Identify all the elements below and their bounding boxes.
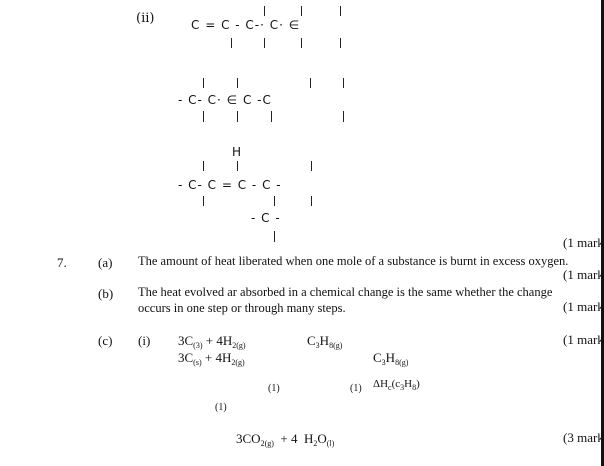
- bond: [203, 111, 204, 122]
- bond: [203, 196, 204, 206]
- mark-4: (1 mark: [563, 332, 604, 347]
- bond: [343, 78, 344, 88]
- hydrogen-atom: H: [232, 145, 243, 159]
- bond: [237, 161, 238, 171]
- bond: [237, 78, 238, 88]
- structure-3-branch: - C -: [251, 211, 281, 225]
- bond: [203, 161, 204, 171]
- bond: [274, 196, 275, 206]
- bond: [340, 38, 341, 48]
- bond: [264, 38, 265, 48]
- mark-1: (1 mark: [563, 235, 604, 250]
- mark-6: (3 mark: [563, 430, 604, 445]
- step-mark-2: (1): [350, 383, 362, 394]
- equation-2-reactants: $3C_{(s)} + 4H_{2(g)}$: [178, 350, 245, 367]
- bond: [301, 6, 302, 16]
- enthalpy-combustion: $\Delta H_c(c_3H_8)$: [373, 378, 420, 392]
- step-mark-1: (1): [268, 383, 280, 394]
- step-mark-3: (1): [215, 402, 227, 413]
- equation-2-product: $C_3H_{8(g)}$: [373, 350, 409, 367]
- structure-3-chain: - C- C = C - C -: [178, 178, 282, 192]
- mark-2: (1 mark: [563, 267, 604, 282]
- bond: [231, 38, 232, 48]
- bond: [340, 6, 341, 16]
- part-c-i-label: (i): [138, 333, 151, 348]
- bond: [203, 78, 204, 88]
- part-b-label: (b): [98, 286, 114, 301]
- bond: [264, 6, 265, 16]
- part-c-label: (c): [98, 333, 113, 348]
- combustion-products: $3CO_{2(g)} + 4$ $H_2O_{(l)}$: [236, 431, 335, 448]
- part-a-label: (a): [98, 255, 113, 270]
- part-b-answer-line-2: occurs in one step or through many steps.: [138, 301, 346, 315]
- bond: [274, 231, 275, 242]
- bond: [310, 78, 311, 88]
- structure-2-chain: - C- C· ∈ C -C: [178, 93, 272, 107]
- bond: [311, 161, 312, 171]
- part-ii-label: (ii): [136, 11, 155, 26]
- bond: [343, 111, 344, 122]
- question-number: 7.: [57, 255, 67, 270]
- bond: [311, 196, 312, 206]
- bond: [271, 111, 272, 122]
- mark-3: (1 mark: [563, 299, 604, 314]
- bond: [301, 38, 302, 48]
- equation-1-product: $C_3H_{8(g)}$: [307, 333, 343, 350]
- bond: [237, 111, 238, 122]
- equation-1-reactants: $3C_{(3)} + 4H_{2(g)}$: [178, 333, 246, 350]
- part-b-answer-line-1: The heat evolved ar absorbed in a chemical change is the same whether the change: [138, 285, 553, 299]
- structure-1-chain: C = C - C-· C· ∈: [191, 18, 301, 32]
- part-a-answer: The amount of heat liberated when one mole of a substance is burnt in excess oxygen.: [138, 254, 569, 268]
